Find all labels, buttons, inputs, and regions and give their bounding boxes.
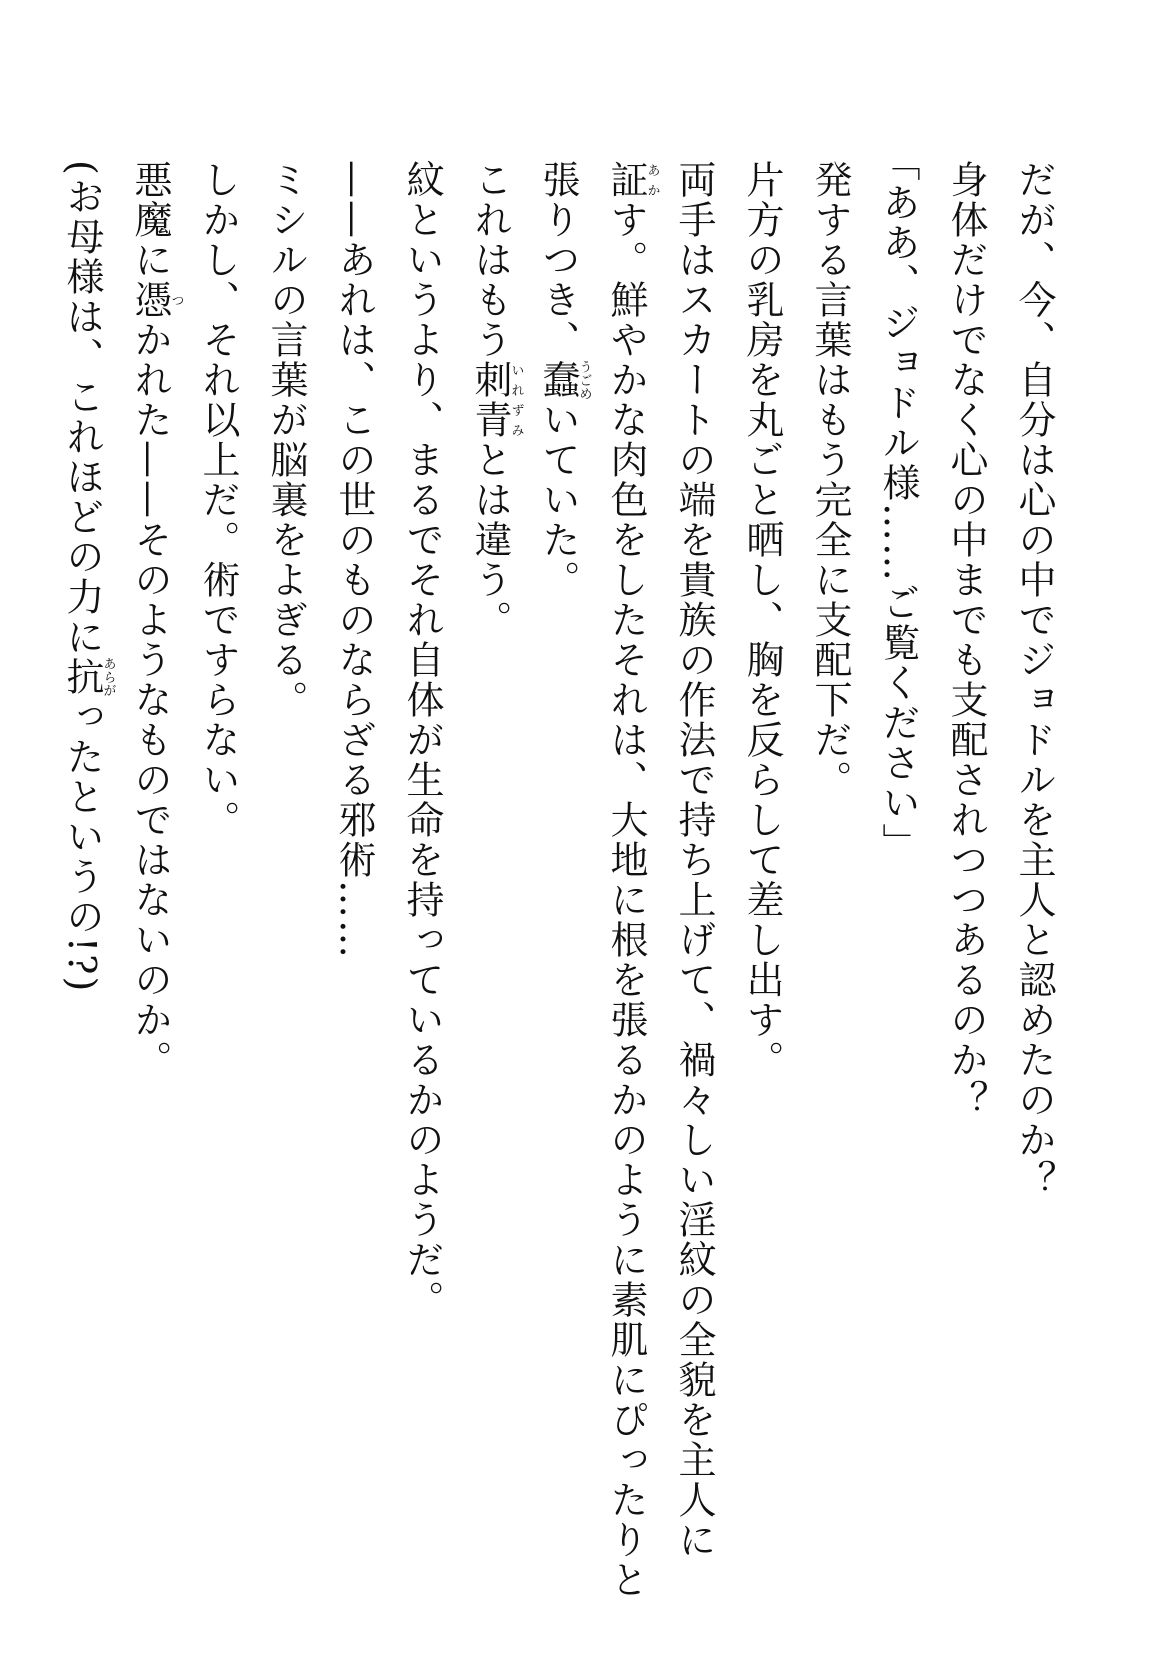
text-line bbox=[524, 160, 592, 1470]
ruby-annotated-word bbox=[128, 280, 184, 320]
ruby-annotated-word bbox=[60, 656, 116, 697]
text-line bbox=[728, 160, 796, 1470]
text-segment: す。鮮やかな肉色をしたそれは、大地に根を張るかのように素肌にぴったりと bbox=[604, 200, 648, 1600]
text-line bbox=[456, 160, 524, 1470]
ruby-reading: あらが bbox=[100, 656, 116, 697]
text-segment: かれた——そのようなものではないのか。 bbox=[128, 320, 172, 1080]
text-line bbox=[184, 160, 252, 1470]
text-segment: 身体だけでなく心の中までも支配されつつあるのか？ bbox=[944, 160, 988, 1120]
text-segment: 発する言葉はもう完全に支配下だ。 bbox=[808, 160, 852, 800]
ruby-base: 刺青 bbox=[468, 360, 512, 440]
text-line bbox=[864, 142, 932, 1470]
ruby-reading: いれずみ bbox=[508, 360, 524, 440]
text-segment: ——あれは、この世のものならざる邪術…… bbox=[332, 160, 376, 960]
text-line bbox=[116, 160, 184, 1470]
text-segment: 片方の乳房を丸ごと晒し、胸を反らして差し出す。 bbox=[740, 160, 784, 1080]
text-segment: だが、今、自分は心の中でジョドルを主人と認めたのか？ bbox=[1012, 160, 1056, 1200]
text-line bbox=[1000, 160, 1068, 1470]
ruby-annotated-word bbox=[604, 160, 660, 200]
text-segment: 両手はスカートの端を貴族の作法で持ち上げて、禍々しい淫紋の全貌を主人に bbox=[672, 160, 716, 1560]
text-line bbox=[388, 160, 456, 1470]
ruby-reading: あか bbox=[644, 160, 660, 200]
text-line bbox=[252, 160, 320, 1470]
text-segment: 「ああ、ジョドル様……ご覧ください」 bbox=[876, 142, 920, 863]
ruby-reading: うごめ bbox=[576, 360, 592, 400]
text-line bbox=[796, 160, 864, 1470]
ruby-base: 証 bbox=[604, 160, 648, 200]
text-line bbox=[660, 160, 728, 1560]
ruby-base: 憑 bbox=[128, 280, 172, 320]
text-segment: とは違う。 bbox=[468, 440, 512, 640]
text-line bbox=[48, 160, 116, 1470]
text-segment: いていた。 bbox=[536, 400, 580, 600]
text-line bbox=[932, 160, 1000, 1470]
text-line bbox=[320, 160, 388, 1470]
ruby-annotated-word bbox=[468, 360, 524, 440]
text-segment: 紋というより、まるでそれ自体が生命を持っているかのようだ。 bbox=[400, 160, 444, 1320]
text-segment: これはもう bbox=[468, 160, 512, 360]
ruby-base: 抗 bbox=[60, 656, 104, 697]
text-segment: 張りつき、 bbox=[536, 160, 580, 360]
ruby-reading: つ bbox=[168, 280, 184, 320]
text-segment: しかし、それ以上だ。術ですらない。 bbox=[196, 160, 240, 840]
text-segment: (お母様は、これほどの力に bbox=[60, 160, 104, 657]
ruby-annotated-word bbox=[536, 360, 592, 400]
text-segment: ったというの!?) bbox=[60, 696, 104, 994]
text-segment: ミシルの言葉が脳裏をよぎる。 bbox=[264, 160, 308, 720]
ruby-base: 蠢 bbox=[536, 360, 580, 400]
vertical-text-body bbox=[48, 142, 1068, 1600]
text-line bbox=[592, 160, 660, 1600]
text-segment: 悪魔に bbox=[128, 160, 172, 280]
